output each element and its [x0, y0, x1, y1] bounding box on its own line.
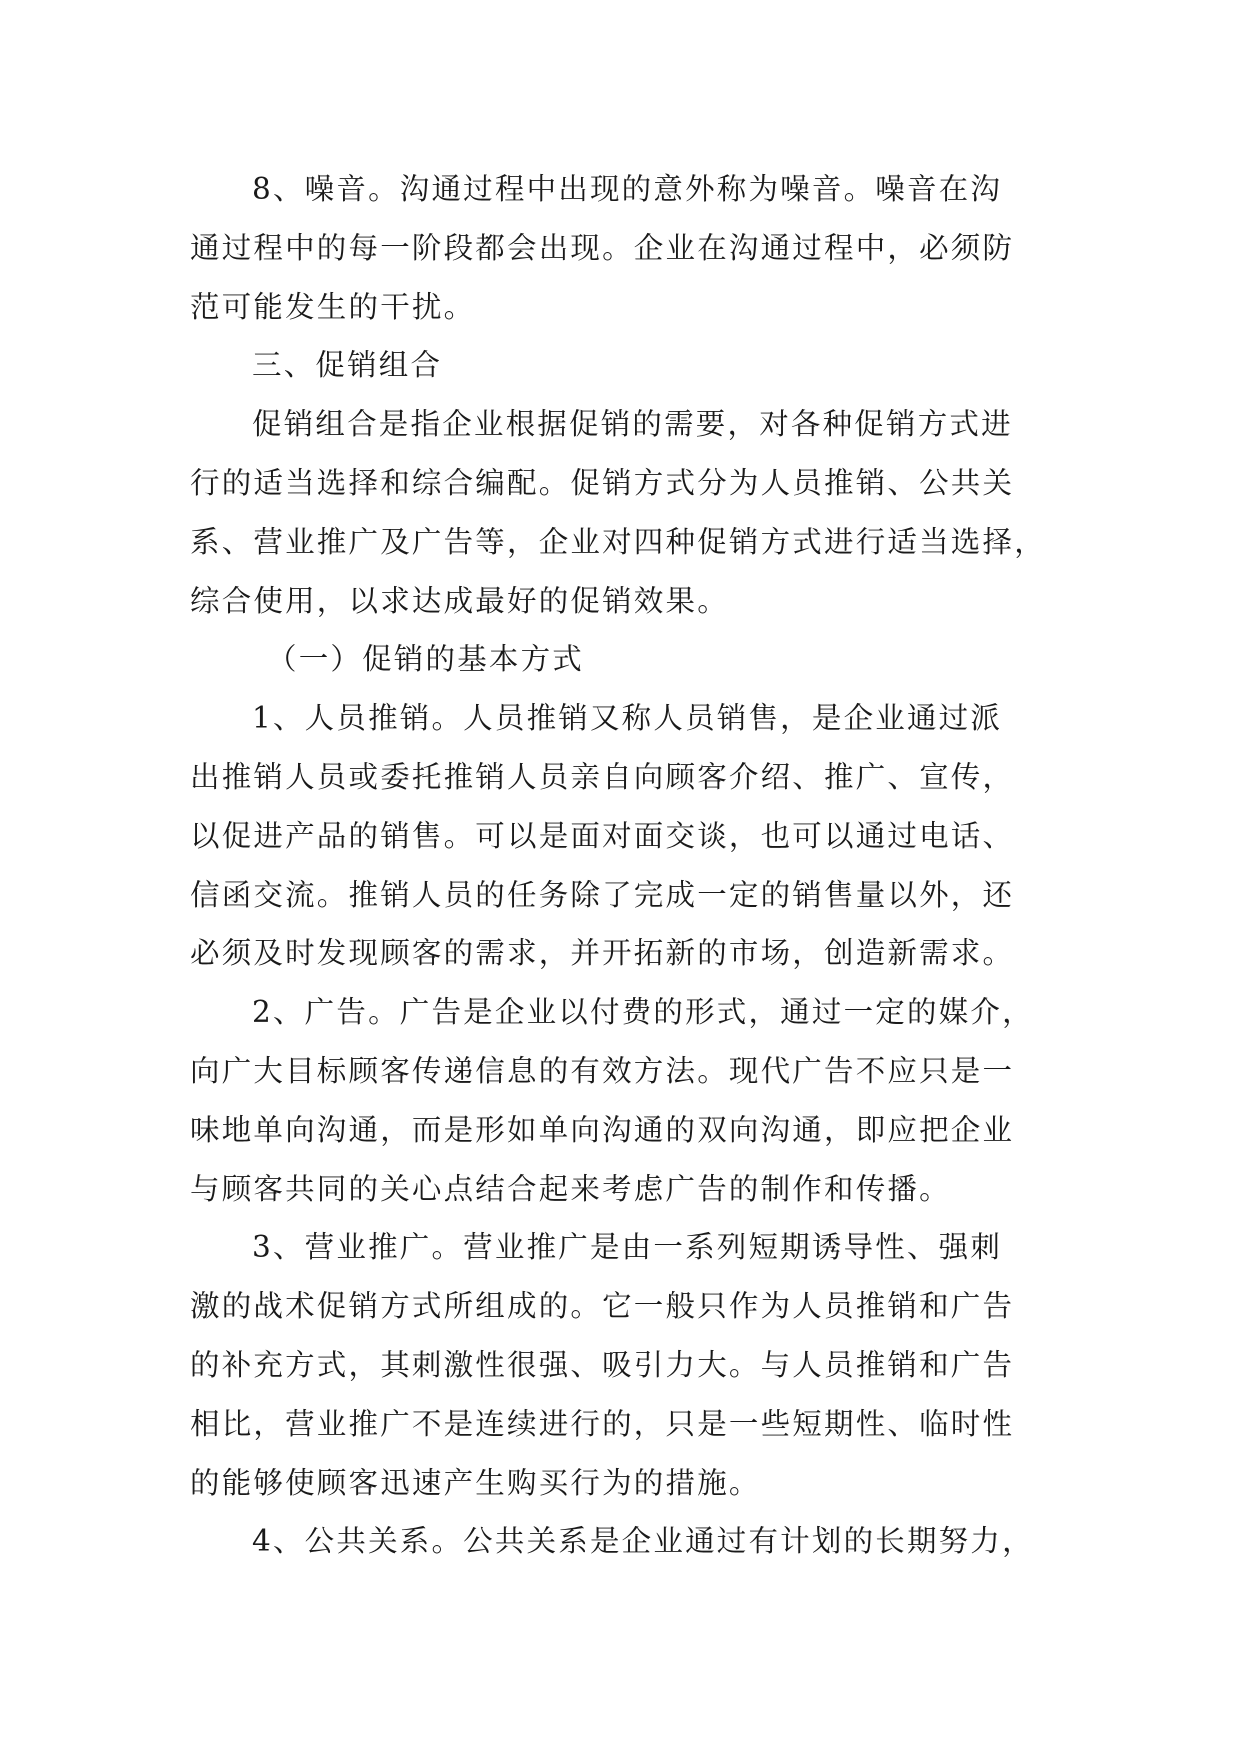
text-line: 8、噪音。沟通过程中出现的意外称为噪音。噪音在沟 [252, 172, 1003, 206]
text-line: 1、人员推销。人员推销又称人员销售，是企业通过派 [252, 701, 1003, 736]
text-line: 通过程中的每一阶段都会出现。企业在沟通过程中，必须防 [190, 230, 1015, 265]
text-line: 系、营业推广及广告等，企业对四种促销方式进行适当选择， [190, 524, 1046, 559]
text-line: 向广大目标顾客传递信息的有效方法。现代广告不应只是一 [190, 1053, 1015, 1088]
text-line: 与顾客共同的关心点结合起来考虑广告的制作和传播。 [190, 1171, 951, 1206]
body-text [190, 160, 1070, 1571]
text-line: 范可能发生的干扰。 [190, 289, 476, 324]
text-line: 促销组合是指企业根据促销的需要，对各种促销方式进 [252, 407, 1013, 442]
text-line: 综合使用，以求达成最好的促销效果。 [190, 583, 729, 618]
text-line: 的能够使顾客迅速产生购买行为的措施。 [190, 1465, 761, 1500]
text-line: 相比，营业推广不是连续进行的，只是一些短期性、临时性 [190, 1406, 1015, 1441]
text-line: 以促进产品的销售。可以是面对面交谈，也可以通过电话、 [190, 818, 1015, 853]
text-line: 必须及时发现顾客的需求，并开拓新的市场，创造新需求。 [190, 936, 1015, 971]
text-line: 的补充方式，其刺激性很强、吸引力大。与人员推销和广告 [190, 1347, 1015, 1382]
text-line: 3、营业推广。营业推广是由一系列短期诱导性、强刺 [252, 1230, 1003, 1265]
text-line: 出推销人员或委托推销人员亲自向顾客介绍、推广、宣传， [190, 759, 1015, 794]
section-heading: 三、促销组合 [252, 348, 443, 383]
text-line: 2、广告。广告是企业以付费的形式，通过一定的媒介， [252, 995, 1034, 1030]
text-line: 味地单向沟通，而是形如单向沟通的双向沟通，即应把企业 [190, 1112, 1015, 1147]
text-line: 4、公共关系。公共关系是企业通过有计划的长期努力， [252, 1524, 1034, 1559]
subsection-heading: （一）促销的基本方式 [267, 642, 585, 677]
text-line: 激的战术促销方式所组成的。它一般只作为人员推销和广告 [190, 1289, 1015, 1324]
text-line: 行的适当选择和综合编配。促销方式分为人员推销、公共关 [190, 465, 1015, 500]
text-line: 信函交流。推销人员的任务除了完成一定的销售量以外，还 [190, 877, 1015, 912]
